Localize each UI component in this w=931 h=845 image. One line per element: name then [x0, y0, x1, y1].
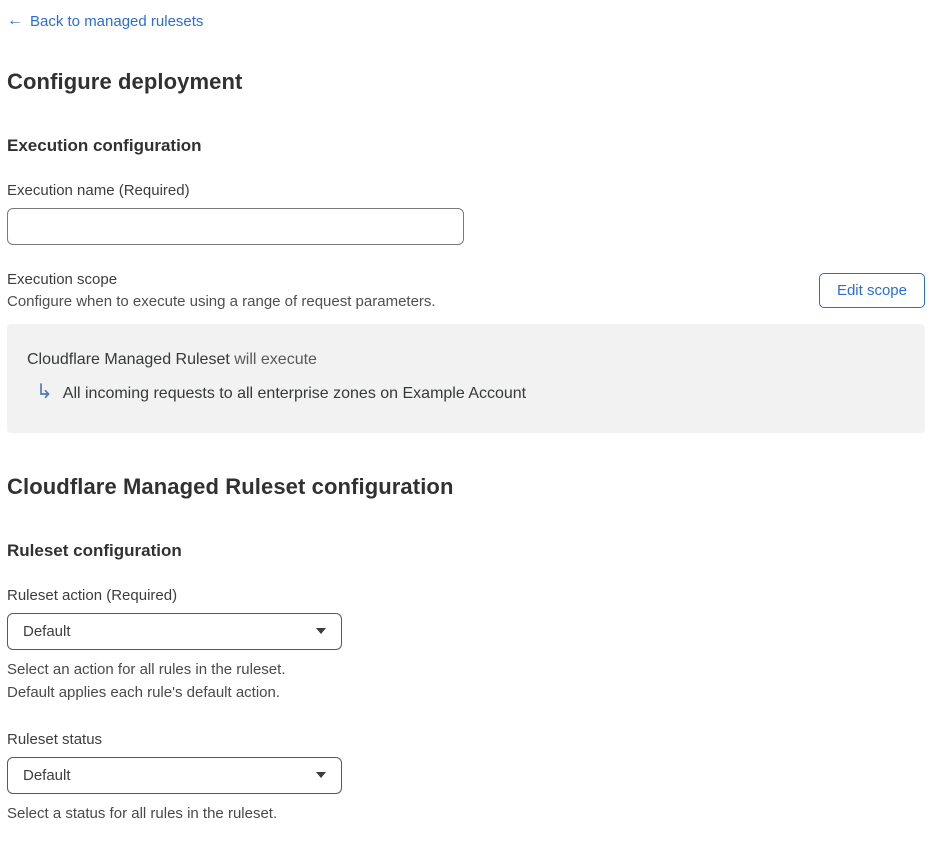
ruleset-status-label: Ruleset status [7, 730, 103, 748]
ruleset-status-field-group [7, 731, 925, 825]
chevron-down-icon [316, 772, 326, 778]
ruleset-action-field-group [7, 587, 925, 704]
scope-summary-panel [7, 324, 925, 433]
execution-name-input[interactable] [7, 208, 464, 245]
scope-summary-headline [27, 351, 905, 369]
execution-name-label: Execution name (Required) [7, 181, 190, 199]
ruleset-status-selected-value: Default [23, 766, 71, 784]
execution-scope-description: Configure when to execute using a range of request parameters. [7, 292, 436, 310]
edit-scope-button[interactable]: Edit scope [819, 273, 925, 308]
ruleset-status-help: Select a status for all rules in the ruleset. [7, 804, 278, 822]
ruleset-status-select[interactable] [7, 757, 342, 794]
scope-summary-target-row [27, 382, 905, 403]
execution-scope-text [7, 271, 436, 310]
scope-summary-suffix: will execute [229, 350, 317, 368]
execution-scope-label: Execution scope [7, 270, 118, 288]
page-title: Configure deployment [7, 68, 243, 94]
execution-scope-row [7, 271, 925, 310]
ruleset-configuration-title: Cloudflare Managed Ruleset configuration [7, 473, 454, 499]
back-link-label: Back to managed rulesets [30, 12, 204, 30]
ruleset-action-help-line-1: Select an action for all rules in the ruleset. [7, 660, 286, 678]
scope-summary-target: All incoming requests to all enterprise zones on Example Account [62, 384, 527, 402]
back-arrow-icon: ← [7, 12, 23, 29]
scope-summary-ruleset-name: Cloudflare Managed Ruleset [27, 350, 230, 368]
ruleset-action-label: Ruleset action (Required) [7, 586, 178, 604]
execution-configuration-heading: Execution configuration [7, 135, 202, 155]
chevron-down-icon [316, 628, 326, 634]
hook-arrow-icon: ↳ [36, 380, 53, 403]
ruleset-configuration-subheading: Ruleset configuration [7, 540, 182, 560]
ruleset-action-select[interactable] [7, 613, 342, 650]
ruleset-action-help-line-2: Default applies each rule's default action. [7, 683, 281, 701]
ruleset-action-selected-value: Default [23, 622, 71, 640]
back-to-managed-rulesets-link[interactable] [7, 13, 203, 30]
